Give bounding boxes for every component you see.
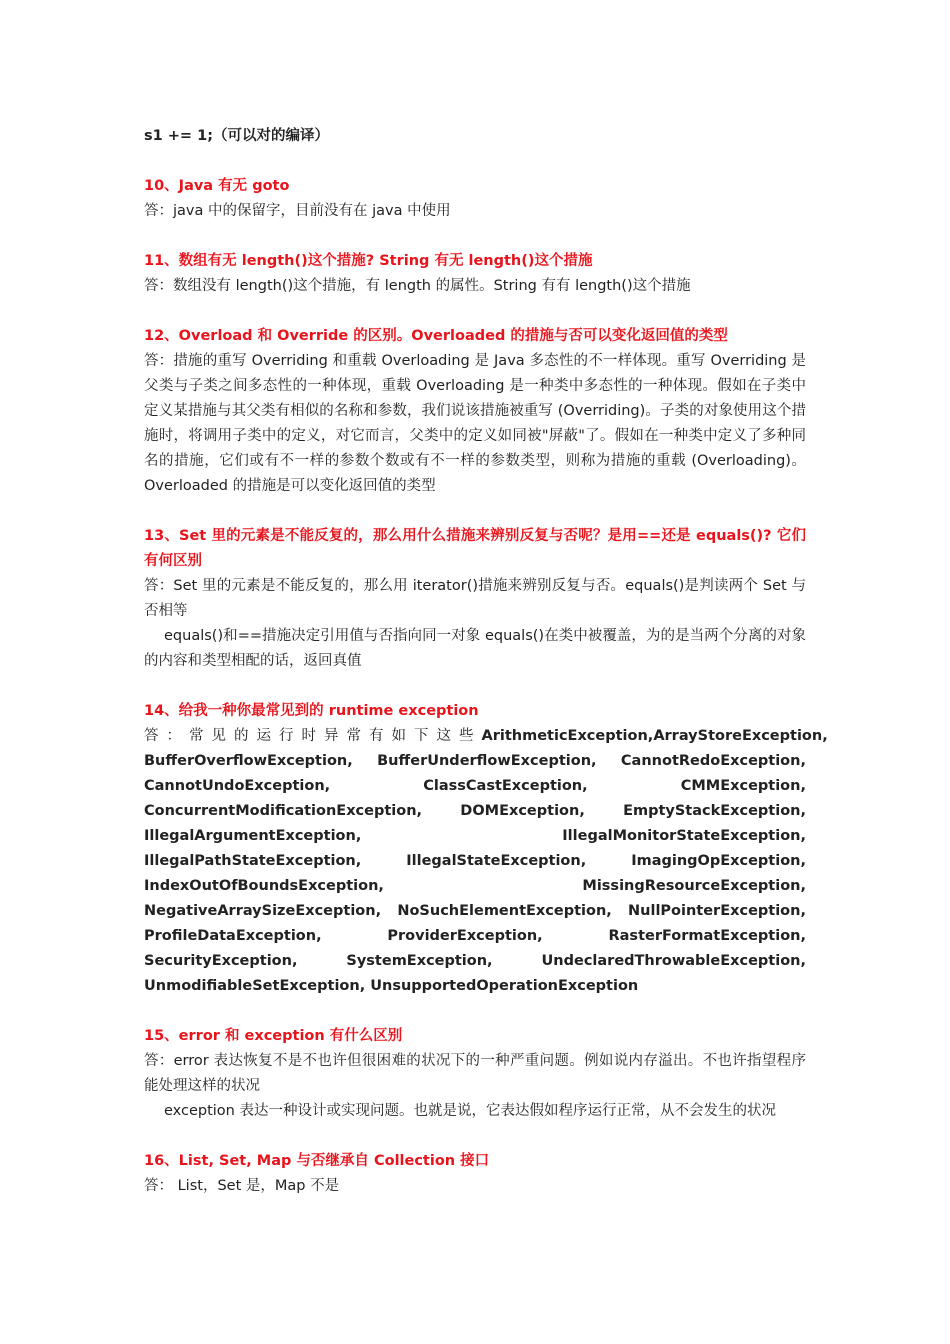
exception-name: ClassCastException,: [423, 778, 588, 794]
exception-name: NegativeArraySizeException,: [144, 903, 382, 919]
exception-name: CannotUndoException,: [144, 778, 331, 794]
exception-name: NoSuchElementException,: [397, 903, 612, 919]
question-title: 11、数组有无 length()这个措施? String 有无 length()这个措施: [144, 253, 593, 269]
question-14: [144, 699, 828, 999]
exception-name: ProfileDataException,: [144, 928, 322, 944]
exception-name: IllegalArgumentException,: [144, 828, 362, 844]
exception-name: ArithmeticException,: [481, 728, 654, 744]
exception-name: IllegalMonitorStateException,: [562, 828, 806, 844]
question-title: 15、error 和 exception 有什么区别: [144, 1028, 403, 1044]
question-16: [144, 1149, 806, 1199]
answer-text-continued: equals()和==措施决定引用值与否指向同一对象 equals()在类中被覆盖，为的是当两个分离的对象的内容和类型相配的话，返回真值: [144, 628, 806, 669]
exception-name: RasterFormatException,: [608, 928, 806, 944]
answer-text: 答： List，Set 是，Map 不是: [144, 1178, 340, 1194]
exception-name: DOMException,: [460, 803, 585, 819]
question-title: 16、List, Set, Map 与否继承自 Collection 接口: [144, 1153, 490, 1169]
exception-row: [144, 849, 806, 874]
exception-name: IllegalPathStateException,: [144, 853, 362, 869]
question-11: [144, 249, 806, 299]
exception-name: CannotRedoException,: [620, 753, 806, 769]
exception-name: BufferUnderflowException,: [377, 753, 597, 769]
question-13: [144, 524, 806, 674]
document-page: [144, 124, 828, 1199]
intro-line: s1 += 1;（可以对的编译）: [144, 128, 330, 144]
answer-text: 答：Set 里的元素是不能反复的，那么用 iterator()措施来辨别反复与否。equals()是判读两个 Set 与否相等: [144, 578, 806, 619]
exception-name: IndexOutOfBoundsException,: [144, 878, 384, 894]
exception-row: [144, 899, 806, 924]
exception-name: NullPointerException,: [628, 903, 806, 919]
question-title: 14、给我一种你最常见到的 runtime exception: [144, 703, 479, 719]
answer-text: 答：数组没有 length()这个措施，有 length 的属性。String 有有 length()这个措施: [144, 278, 691, 294]
exception-name: UnmodifiableSetException, UnsupportedOperationException: [144, 978, 639, 994]
question-12: [144, 324, 806, 499]
question-15: [144, 1024, 806, 1124]
exception-row-0: [144, 724, 828, 749]
exception-name: SystemException,: [346, 953, 493, 969]
exception-row: [144, 924, 806, 949]
exception-name: MissingResourceException,: [582, 878, 806, 894]
answer-text: 答：java 中的保留字，目前没有在 java 中使用: [144, 203, 451, 219]
exception-name: BufferOverflowException,: [144, 753, 353, 769]
exception-name: ProviderException,: [387, 928, 543, 944]
exception-name: UndeclaredThrowableException,: [541, 953, 806, 969]
answer-text-continued: exception 表达一种设计或实现问题。也就是说，它表达假如程序运行正常，从不会发生的状况: [164, 1103, 776, 1119]
exception-name: IllegalStateException,: [406, 853, 587, 869]
exception-name: CMMException,: [680, 778, 806, 794]
question-10: [144, 174, 806, 224]
exception-name: ArrayStoreException,: [653, 728, 828, 744]
question-title: 10、Java 有无 goto: [144, 178, 290, 194]
question-title: 13、Set 里的元素是不能反复的，那么用什么措施来辨别反复与否呢？是用==还是 equals()? 它们有何区别: [144, 528, 806, 569]
exception-name: ConcurrentModificationException,: [144, 803, 423, 819]
answer-text: 答：措施的重写 Overriding 和重载 Overloading 是 Java 多态性的不一样体现。重写 Overriding 是父类与子类之间多态性的一种体现，重载 Overloading 是一种类中多态性的一种体现。假如在子类中定义某措施与其父类有相似的名称和参数，我们说该措施被重写 (Overriding)。子类的对象使用这个措施时，将调用子类中的定义，对它而言，父类中的定义如同被"屏蔽"了。假如在一种类中定义了多种同名的措施，它们或有不一样的参数个数或有不一样的参数类型，则称为措施的重载 (Overloading)。Overloaded 的措施是可以变化返回值的类型: [144, 353, 806, 494]
exception-name: SecurityException,: [144, 953, 298, 969]
exception-name: EmptyStackException,: [623, 803, 806, 819]
exception-row: [144, 799, 806, 824]
answer-prefix: 答：常见的运行时异常有如下这些: [144, 728, 482, 744]
question-title: 12、Overload 和 Override 的区别。Overloaded 的措施与否可以变化返回值的类型: [144, 328, 728, 344]
exception-row: [144, 824, 806, 849]
exception-name: ImagingOpException,: [631, 853, 806, 869]
answer-text: 答：error 表达恢复不是不也许但很困难的状况下的一种严重问题。例如说内存溢出。不也许指望程序能处理这样的状况: [144, 1053, 806, 1094]
exception-row: [144, 749, 806, 774]
exception-row-last: [144, 974, 806, 999]
exception-row: [144, 949, 806, 974]
exception-row: [144, 874, 806, 899]
exception-row: [144, 774, 806, 799]
